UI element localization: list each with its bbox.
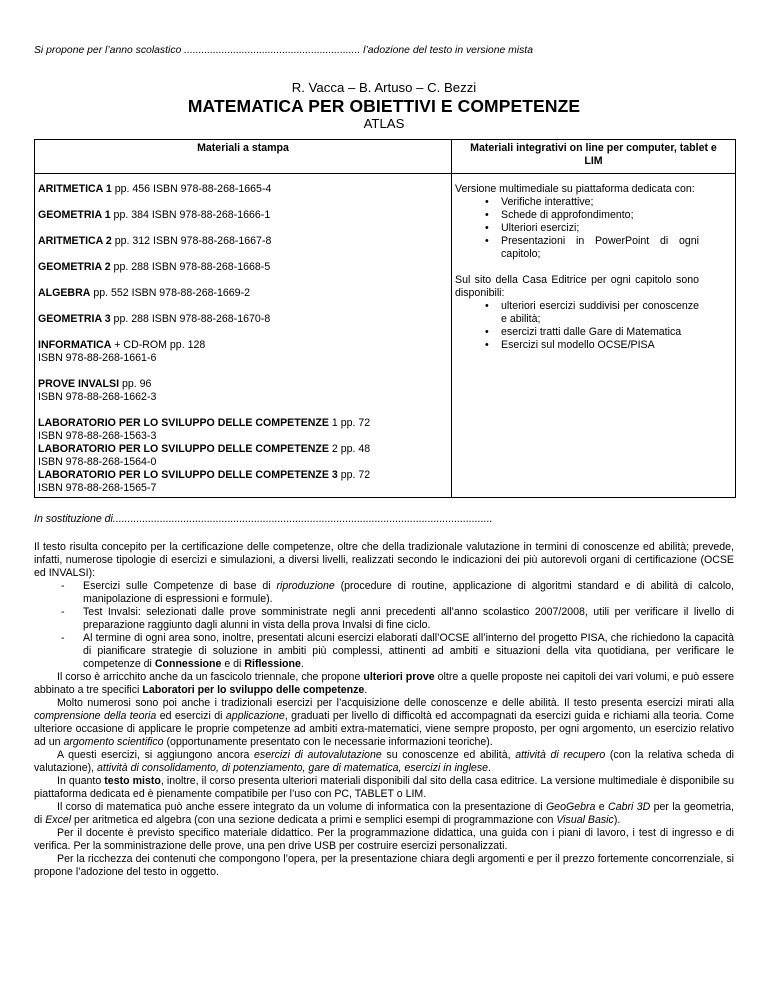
volume-item: ARITMETICA 1 pp. 456 ISBN 978-88-268-1665-4: [38, 183, 272, 195]
description-body: [34, 541, 734, 879]
adoption-proposal-line: Si propone per l’anno scolastico ............................................................. l’adozione del testo in versione mista: [34, 45, 533, 56]
printed-materials-header: Materiali a stampa: [35, 140, 452, 174]
site-block: [455, 274, 699, 352]
series-name: ATLAS: [363, 116, 405, 131]
online-materials-list: [452, 174, 736, 498]
site-item: • ulteriori esercizi suddivisi per conoscenze e abilità;: [485, 300, 699, 325]
volume-item: GEOMETRIA 3 pp. 288 ISBN 978-88-268-1670-8: [38, 313, 271, 325]
volume-item: ALGEBRA pp. 552 ISBN 978-88-268-1669-2: [38, 287, 250, 299]
laboratorio-item: LABORATORIO PER LO SVILUPPO DELLE COMPETENZE 3 pp. 72 ISBN 978-88-268-1565-7: [38, 469, 371, 494]
site-item: • esercizi tratti dalle Gare di Matematica: [485, 326, 682, 338]
informatica-item: INFORMATICA + CD-ROM pp. 128 ISBN 978-88-268-1661-6: [38, 339, 206, 364]
book-title: MATEMATICA PER OBIETTIVI E COMPETENZE: [187, 96, 581, 116]
list-item: - Al termine di ogni area sono, inoltre, presentati alcuni esercizi elaborati dall’OCSE all’interno del progetto PISA, che richiedono la capacità di pianificare strategie di soluzione in ambiti più complessi, attinenti ad ambiti e situazioni della vita quotidiana, per verificare le competenze di Connessione e di Riflessione.: [61, 632, 734, 670]
paragraph: A questi esercizi, si aggiungono ancora esercizi di autovalutazione su conoscenze ed abilità, attività di recupero (con la relativa scheda di valutazione), attività di consolidamento, di potenziamento, gare di matematica, esercizi in inglese.: [34, 749, 734, 774]
volume-item: GEOMETRIA 2 pp. 288 ISBN 978-88-268-1668-5: [38, 261, 271, 273]
multimedia-item: • Verifiche interattive;: [485, 196, 594, 208]
volume-item: ARITMETICA 2 pp. 312 ISBN 978-88-268-1667-8: [38, 235, 272, 247]
paragraph: Il corso di matematica può anche essere integrato da un volume di informatica con la presentazione di GeoGebra e Cabri 3D per la geometria, di Excel per aritmetica ed algebra (con una sezione dedicata a primi e semplici esempi di programmazione con Visual Basic).: [34, 801, 734, 826]
exercise-types-list: [34, 580, 734, 671]
volume-item: GEOMETRIA 1 pp. 384 ISBN 978-88-268-1666-1: [38, 209, 271, 221]
paragraph: Per la ricchezza dei contenuti che compongono l’opera, per la presentazione chiara degli argomenti e per il prezzo fortemente concorrenziale, si propone l’adozione del testo in oggetto.: [34, 853, 734, 878]
multimedia-intro: Versione multimediale su piattaforma dedicata con:: [455, 183, 695, 195]
site-intro: Sul sito della Casa Editrice per ogni capitolo sono disponibili:: [455, 274, 699, 299]
paragraph: Per il docente è previsto specifico materiale didattico. Per la programmazione didattica, una guida con i piani di lavoro, i test di ingresso e di verifica. Per la somministrazione delle prove, una pen drive USB per costruire esercizi personalizzati.: [34, 827, 734, 852]
site-item: • Esercizi sul modello OCSE/PISA: [485, 339, 655, 351]
authors: R. Vacca – B. Artuso – C. Bezzi: [291, 80, 477, 95]
multimedia-item: • Schede di approfondimento;: [485, 209, 634, 221]
paragraph: Il corso è arricchito anche da un fascicolo triennale, che propone ulteriori prove oltre a quelle proposte nei capitoli dei vari volumi, e può essere abbinato a tre specifici Laboratori per lo sviluppo delle competenze.: [34, 671, 734, 696]
paragraph: Molto numerosi sono poi anche i tradizionali esercizi per l’acquisizione delle conoscenze e delle abilità. Il testo presenta esercizi mirati alla comprensione della teoria ed esercizi di applicazione, graduati per livello di difficoltà ed accompagnati da esercizi guida e richiami alla teoria. Come ulteriore occasione di applicare le proprie competenze ad ambiti extra-matematici, viene sempre proposto, per ogni argomento, un esercizio relativo ad un argomento scientifico (opportunamente presentato con le necessarie informazioni teoriche).: [34, 697, 735, 748]
materials-table: [34, 139, 736, 498]
prove-invalsi-item: PROVE INVALSI pp. 96 ISBN 978-88-268-1662-3: [38, 378, 157, 403]
document-page: [34, 44, 734, 879]
substitution-line: In sostituzione di.................................................................................................................................: [34, 513, 493, 525]
paragraph: In quanto testo misto, inoltre, il corso presenta ulteriori materiali disponibili dal sito della casa editrice. La versione multimediale è disponibile su piattaforma dedicata ed è pienamente compatibile per l’uso con PC, TABLET o LIM.: [34, 775, 734, 800]
multimedia-item: • Ulteriori esercizi;: [485, 222, 580, 234]
multimedia-block: [455, 183, 699, 261]
paragraph: Il testo risulta concepito per la certificazione delle competenze, oltre che della tradizionale valutazione in termini di conoscenze ed abilità; prevede, infatti, numerose tipologie di esercizi e simulazioni, a diversi livelli, realizzati secondo le indicazioni dei più autorevoli organi di certificazione (OCSE ed INVALSI):: [34, 541, 734, 579]
list-item: - Test Invalsi: selezionati dalle prove somministrate negli anni precedenti all’anno scolastico 2007/2008, utili per verificare il livello di preparazione raggiunto dagli alunni in vista della prova Invalsi di fine ciclo.: [61, 606, 734, 631]
laboratorio-item: LABORATORIO PER LO SVILUPPO DELLE COMPETENZE 1 pp. 72 ISBN 978-88-268-1563-3: [38, 417, 371, 442]
laboratorio-item: LABORATORIO PER LO SVILUPPO DELLE COMPETENZE 2 pp. 48 ISBN 978-88-268-1564-0: [38, 443, 371, 468]
multimedia-item: • Presentazioni in PowerPoint di ogni capitolo;: [485, 235, 699, 260]
list-item: - Esercizi sulle Competenze di base di riproduzione (procedure di routine, applicazione di algoritmi standard e di abilità di calcolo, manipolazione di espressioni e formule).: [61, 580, 735, 605]
online-materials-header: Materiali integrativi on line per computer, tablet e LIM: [452, 140, 736, 174]
printed-materials-list: [35, 174, 452, 498]
